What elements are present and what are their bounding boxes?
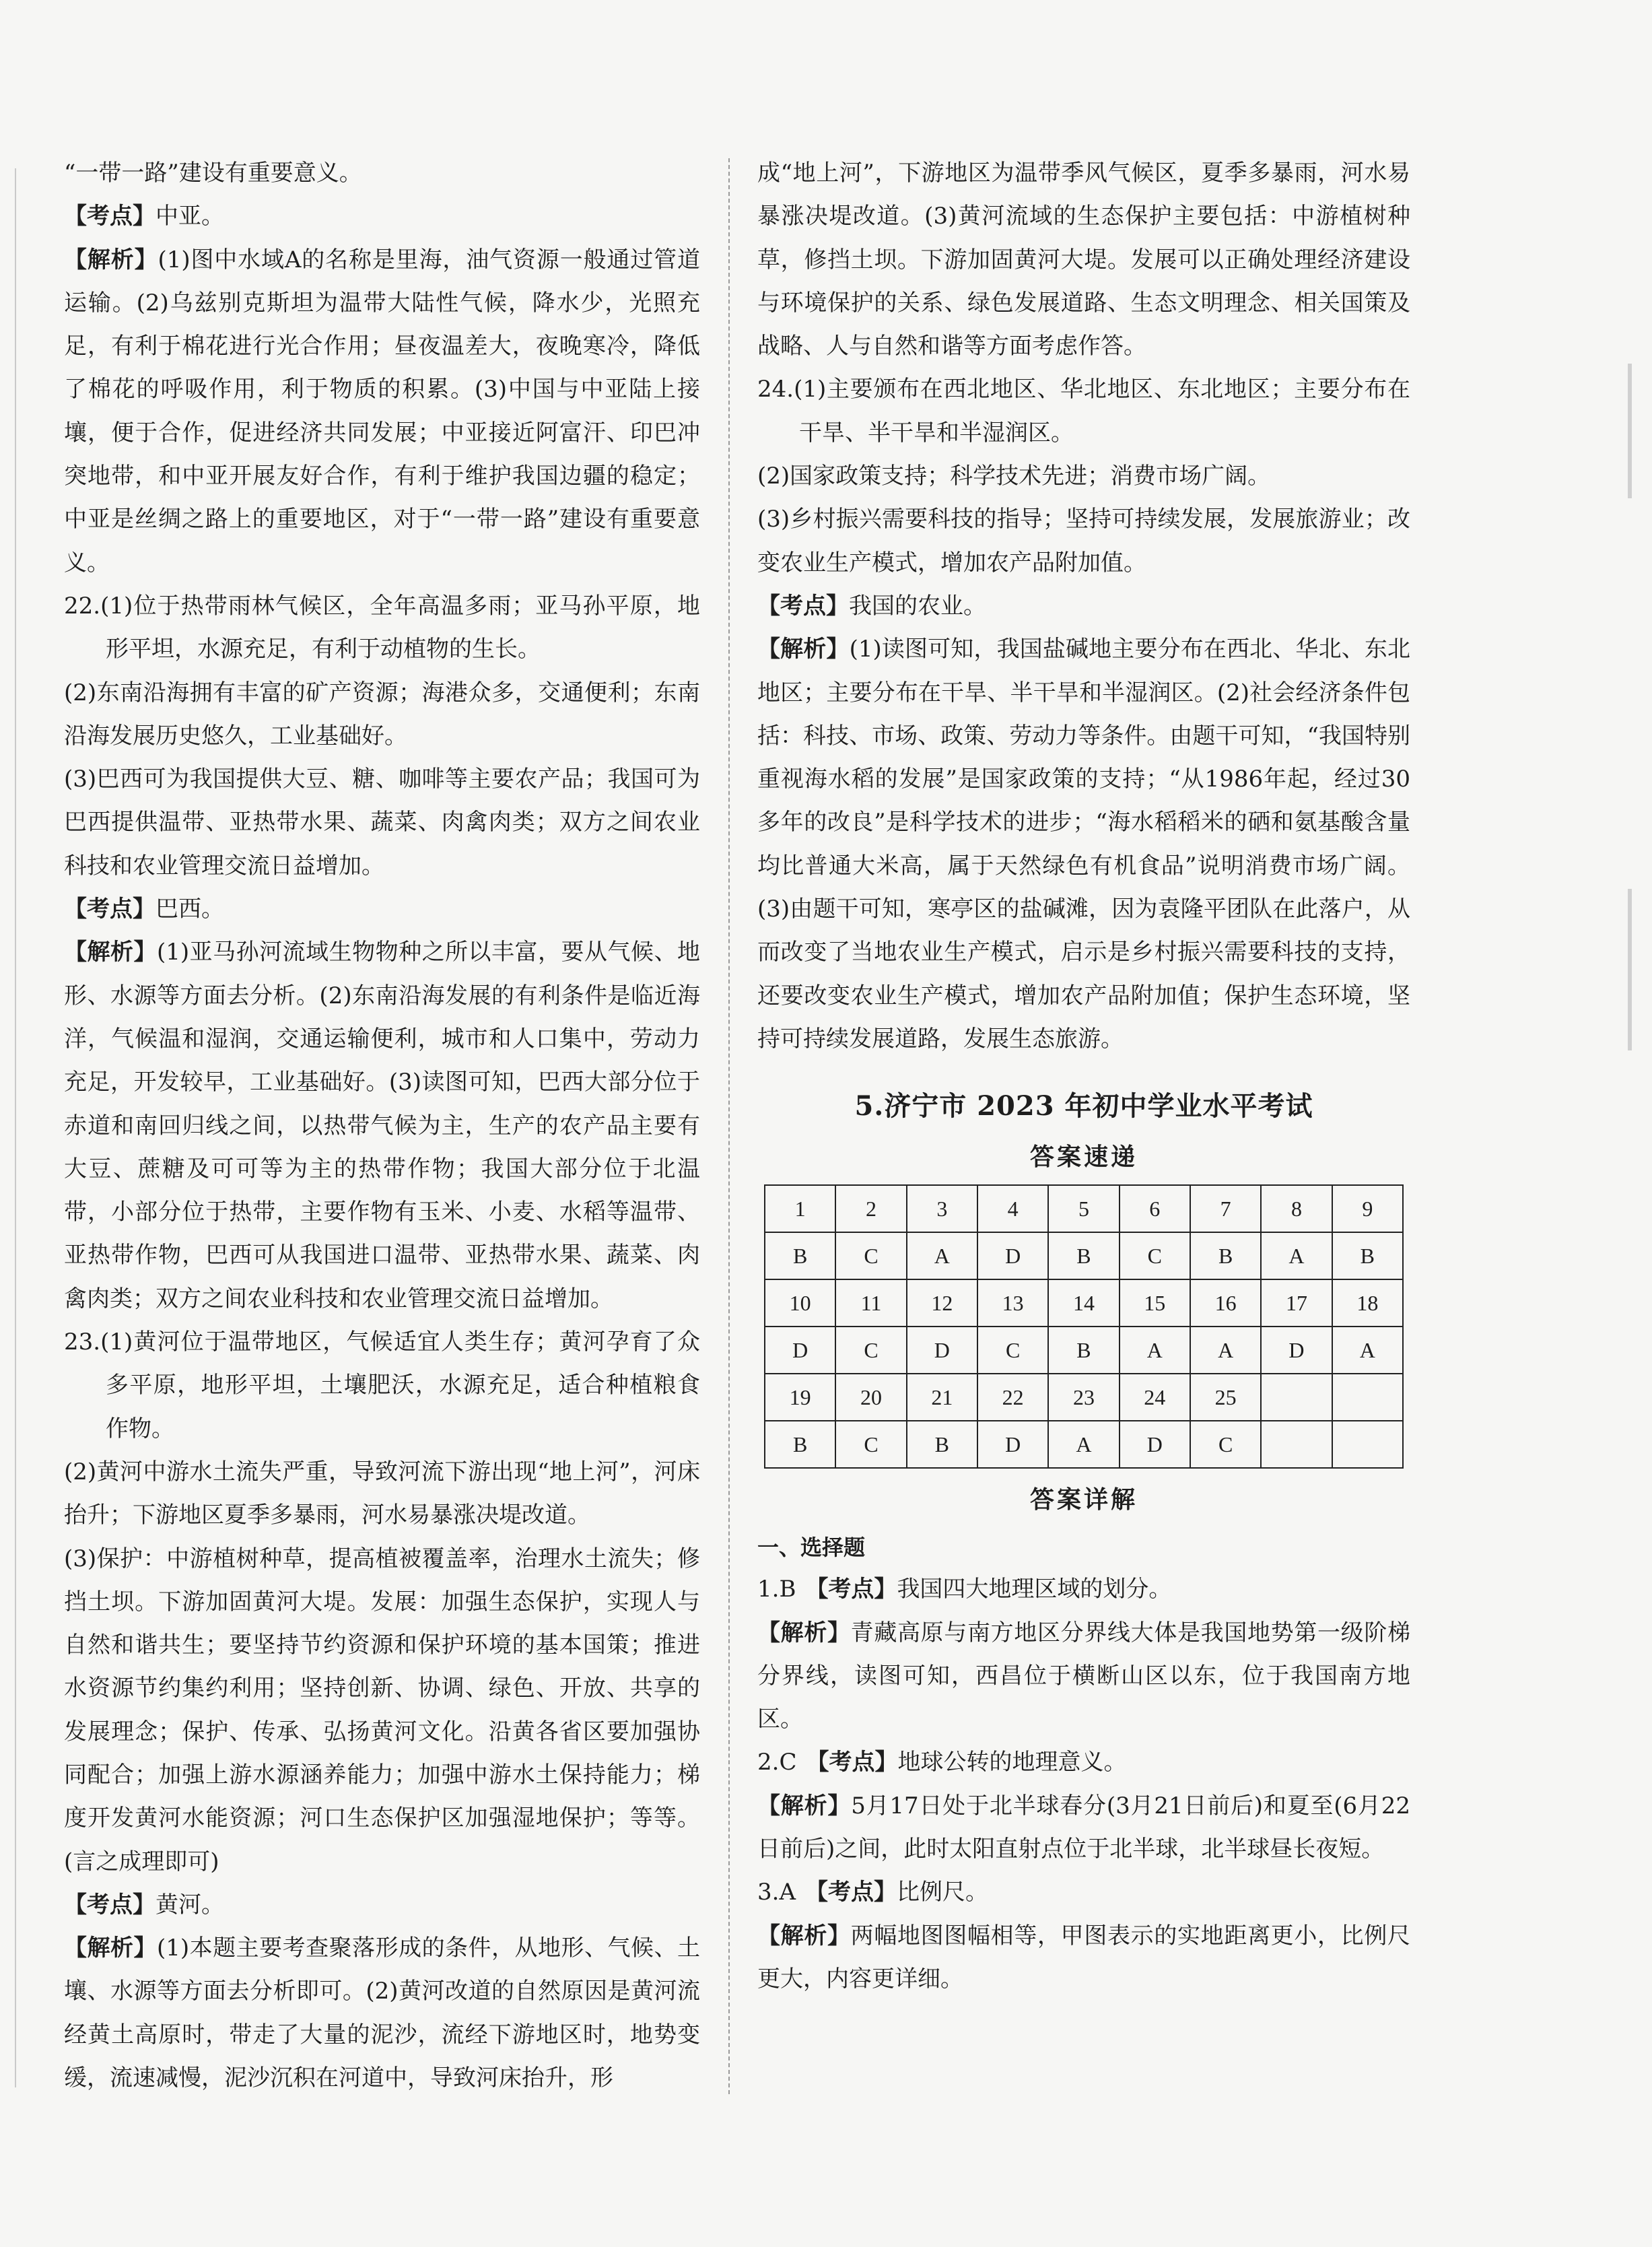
answer-paragraph <box>64 1320 700 1450</box>
question-answer-line <box>757 1741 1410 1784</box>
paragraph-text: (3)巴西可为我国提供大豆、糖、咖啡等主要农产品；我国可为巴西提供温带、亚热带水果、蔬菜、肉禽肉类；双方之间农业科技和农业管理交流日益增加。 <box>64 766 700 879</box>
scan-edge-mark <box>1628 364 1632 498</box>
question-number-cell: 12 <box>907 1279 977 1327</box>
question-number-cell: 19 <box>765 1374 835 1421</box>
label-tag: 【解析】 <box>757 636 850 663</box>
scan-edge-mark <box>1628 889 1632 1050</box>
label-tag: 【考点】 <box>805 1576 897 1603</box>
answer-cell: B <box>1048 1232 1119 1279</box>
question-number-cell <box>1332 1374 1403 1421</box>
answer-cell: C <box>835 1327 906 1374</box>
label-tag: 【解析】 <box>757 1619 851 1646</box>
question-number-cell: 18 <box>1332 1279 1403 1327</box>
paragraph-text: 我国的农业。 <box>849 592 986 619</box>
paragraph-text: “一带一路”建设有重要意义。 <box>64 160 362 187</box>
continued-paragraph <box>64 152 700 195</box>
answer-cell: B <box>765 1232 835 1279</box>
question-number-cell: 15 <box>1120 1279 1190 1327</box>
paragraph-text: (1)本题主要考查聚落形成的条件，从地形、气候、土壤、水源等方面去分析即可。(2)黄河改道的自然原因是黄河流经黄土高原时，带走了大量的泥沙，流经下游地区时，地势变缓，流速减慢，泥沙沉积在河道中，导致河床抬升，形 <box>64 1935 700 2092</box>
left-column <box>64 152 700 2100</box>
answer-cell: D <box>765 1327 835 1374</box>
question-answer-line <box>757 1871 1410 1914</box>
question-number: 2.C <box>757 1749 797 1776</box>
answer-cell: C <box>1120 1232 1190 1279</box>
question-number-cell: 21 <box>907 1374 977 1421</box>
answer-cell: B <box>1048 1327 1119 1374</box>
question-number-row <box>765 1374 1403 1421</box>
analysis-paragraph <box>64 931 700 1320</box>
question-number-cell: 7 <box>1190 1185 1261 1232</box>
answer-cell: D <box>907 1327 977 1374</box>
question-number-row <box>765 1279 1403 1327</box>
answer-cell: B <box>1332 1232 1403 1279</box>
answer-paragraph <box>64 584 700 671</box>
paragraph-text: 巴西。 <box>156 896 224 923</box>
paragraph-text: 24.(1)主要颁布在西北地区、华北地区、东北地区；主要分布在干旱、半干旱和半湿润区。 <box>757 376 1410 446</box>
question-number: 3.A <box>757 1879 796 1906</box>
answer-cell: A <box>1120 1327 1190 1374</box>
question-number-cell: 23 <box>1048 1374 1119 1421</box>
paragraph-text: (2)国家政策支持；科学技术先进；消费市场广阔。 <box>757 463 1271 490</box>
answer-cell: C <box>835 1232 906 1279</box>
label-tag: 【解析】 <box>64 246 158 273</box>
answer-cell <box>1261 1421 1332 1468</box>
question-number-cell: 5 <box>1048 1185 1119 1232</box>
continued-paragraph <box>64 671 700 758</box>
question-number-cell: 24 <box>1120 1374 1190 1421</box>
paragraph-text: (3)乡村振兴需要科技的指导；坚持可持续发展，发展旅游业；改变农业生产模式，增加农产品附加值。 <box>757 506 1410 576</box>
answer-paragraph <box>757 368 1410 455</box>
paragraph-text: 比例尺。 <box>897 1879 988 1906</box>
answer-detail-title: 答案详解 <box>1029 1486 1138 1514</box>
paragraph-text: 中亚。 <box>156 203 224 230</box>
paragraph-text: 地球公转的地理意义。 <box>897 1749 1127 1776</box>
paragraph-text: 两幅地图图幅相等，甲图表示的实地距离更小，比例尺更大，内容更详细。 <box>757 1922 1411 1992</box>
paragraph-text: 我国四大地理区域的划分。 <box>897 1576 1172 1603</box>
question-number-cell: 20 <box>835 1374 906 1421</box>
label-tag: 【考点】 <box>805 1879 897 1906</box>
answer-cell: C <box>977 1327 1048 1374</box>
analysis-paragraph <box>64 1926 700 2100</box>
continued-paragraph <box>64 1450 700 1537</box>
answer-cell: A <box>1048 1421 1119 1468</box>
question-number: 1.B <box>757 1576 796 1603</box>
answer-cell: A <box>1261 1232 1332 1279</box>
continued-paragraph <box>64 758 700 887</box>
question-number-cell: 13 <box>977 1279 1048 1327</box>
answer-cell: C <box>1190 1421 1261 1468</box>
key-point-line <box>64 1883 700 1926</box>
paragraph-text: (2)东南沿海拥有丰富的矿产资源；海港众多，交通便利；东南沿海发展历史悠久，工业基础好。 <box>64 679 700 749</box>
label-tag: 【考点】 <box>64 896 156 923</box>
question-number-cell: 6 <box>1120 1185 1190 1232</box>
analysis-paragraph <box>64 238 700 584</box>
label-tag: 【解析】 <box>64 1935 157 1962</box>
question-number-cell: 9 <box>1332 1185 1403 1232</box>
question-number-cell <box>1261 1374 1332 1421</box>
paragraph-text: (3)保护：中游植树种草，提高植被覆盖率，治理水土流失；修挡土坝。下游加固黄河大堤。发展：加强生态保护，实现人与自然和谐共生；要坚持节约资源和保护环境的基本国策；推进水资源节约集约利用；坚持创新、协调、绿色、开放、共享的发展理念；保护、传承、弘扬黄河文化。沿黄各省区要加强协同配合；加强上游水源涵养能力；加强中游水土保持能力；梯度开发黄河水能资源；河口生态保护区加强湿地保护；等等。(言之成理即可) <box>64 1545 700 1875</box>
analysis-paragraph <box>757 1784 1410 1871</box>
key-point-line <box>64 887 700 931</box>
answer-letter-row <box>765 1327 1403 1374</box>
answer-cell <box>1332 1421 1403 1468</box>
question-number-row <box>765 1185 1403 1232</box>
label-tag: 【考点】 <box>64 1891 156 1918</box>
continued-paragraph <box>757 498 1410 584</box>
label-tag: 【考点】 <box>806 1749 898 1776</box>
question-number-cell: 17 <box>1261 1279 1332 1327</box>
continued-paragraph <box>757 152 1410 368</box>
paragraph-text: (2)黄河中游水土流失严重，导致河流下游出现“地上河”，河床抬升；下游地区夏季多暴雨，河水易暴涨决堤改道。 <box>64 1458 700 1529</box>
section-title: 一、选择题 <box>757 1535 866 1561</box>
question-answer-line <box>757 1568 1410 1611</box>
right-column <box>757 152 1410 2001</box>
key-point-line <box>64 195 700 238</box>
right-column-bottom <box>757 1568 1410 2001</box>
paragraph-text: (1)图中水域A的名称是里海，油气资源一般通过管道运输。(2)乌兹别克斯坦为温带大陆性气候，降水少，光照充足，有利于棉花进行光合作用；昼夜温差大，夜晚寒冷，降低了棉花的呼吸作用，利于物质的积累。(3)中国与中亚陆上接壤，便于合作，促进经济共同发展；中亚接近阿富汗、印巴冲突地带，和中亚开展友好合作，有利于维护我国边疆的稳定；中亚是丝绸之路上的重要地区，对于“一带一路”建设有重要意义。 <box>64 246 701 576</box>
paragraph-text: 成“地上河”，下游地区为温带季风气候区，夏季多暴雨，河水易暴涨决堤改道。(3)黄河流域的生态保护主要包括：中游植树种草，修挡土坝。下游加固黄河大堤。发展可以正确处理经济建设与环境保护的关系、绿色发展道路、生态文明理念、相关国策及战略、人与自然和谐等方面考虑作答。 <box>757 160 1410 360</box>
paragraph-text: (1)读图可知，我国盐碱地主要分布在西北、华北、东北地区；主要分布在干旱、半干旱和半湿润区。(2)社会经济条件包括：科技、市场、政策、劳动力等条件。由题干可知，“我国特别重视海水稻的发展”是国家政策的支持；“从1986年起，经过30多年的改良”是科学技术的进步；“海水稻稻米的硒和氨基酸含量均比普通大米高，属于天然绿色有机食品”说明消费市场广阔。(3)由题干可知，寒亭区的盐碱滩，因为袁隆平团队在此落户，从而改变了当地农业生产模式，启示是乡村振兴需要科技的支持，还要改变农业生产模式，增加农产品附加值；保护生态环境，坚持可持续发展道路，发展生态旅游。 <box>757 636 1410 1052</box>
paragraph-text: (1)亚马孙河流域生物物种之所以丰富，要从气候、地形、水源等方面去分析。(2)东南沿海发展的有利条件是临近海洋，气候温和湿润，交通运输便利，城市和人口集中，劳动力充足，开发较早，工业基础好。(3)读图可知，巴西大部分位于赤道和南回归线之间，以热带气候为主，生产的农产品主要有大豆、蔗糖及可可等为主的热带作物；我国大部分位于北温带，小部分位于热带，主要作物有玉米、小麦、水稻等温带、亚热带作物，巴西可从我国进口温带、亚热带水果、蔬菜、肉禽肉类；双方之间农业科技和农业管理交流日益增加。 <box>64 939 700 1312</box>
answer-cell: C <box>835 1421 906 1468</box>
paragraph-text: 5月17日处于北半球春分(3月21日前后)和夏至(6月22日前后)之间，此时太阳直射点位于北半球，北半球昼长夜短。 <box>757 1792 1410 1863</box>
question-number-cell: 8 <box>1261 1185 1332 1232</box>
answer-letter-row <box>765 1232 1403 1279</box>
continued-paragraph <box>64 1537 700 1883</box>
question-number-cell: 14 <box>1048 1279 1119 1327</box>
question-number-cell: 22 <box>977 1374 1048 1421</box>
column-divider <box>728 158 730 2094</box>
paragraph-text: 黄河。 <box>156 1891 224 1918</box>
analysis-paragraph <box>757 1611 1410 1741</box>
answer-letter-row <box>765 1421 1403 1468</box>
answer-cell: A <box>907 1232 977 1279</box>
answer-cell: D <box>1120 1421 1190 1468</box>
continued-paragraph <box>757 455 1410 498</box>
paragraph-text: 青藏高原与南方地区分界线大体是我国地势第一级阶梯分界线，读图可知，西昌位于横断山区以东，位于我国南方地区。 <box>757 1619 1411 1733</box>
right-column-top <box>757 152 1410 1061</box>
question-number-cell: 3 <box>907 1185 977 1232</box>
paragraph-text: 23.(1)黄河位于温带地区，气候适宜人类生存；黄河孕育了众多平原，地形平坦，土壤肥沃，水源充足，适合种植粮食作物。 <box>64 1329 700 1442</box>
label-tag: 【解析】 <box>757 1792 852 1819</box>
answer-table <box>764 1184 1404 1469</box>
analysis-paragraph <box>757 628 1410 1061</box>
label-tag: 【考点】 <box>757 592 849 619</box>
answer-cell: D <box>977 1232 1048 1279</box>
answer-cell: A <box>1190 1327 1261 1374</box>
answer-cell: B <box>765 1421 835 1468</box>
exam-title: 5.济宁市 2023 年初中学业水平考试 <box>854 1090 1313 1122</box>
key-point-line <box>757 584 1410 628</box>
left-margin-rule <box>15 168 16 2087</box>
answer-cell: B <box>1190 1232 1261 1279</box>
answer-cell: D <box>1261 1327 1332 1374</box>
question-number-cell: 4 <box>977 1185 1048 1232</box>
question-number-cell: 16 <box>1190 1279 1261 1327</box>
question-number-cell: 2 <box>835 1185 906 1232</box>
question-number-cell: 25 <box>1190 1374 1261 1421</box>
analysis-paragraph <box>757 1914 1410 2001</box>
answer-quick-title: 答案速递 <box>1029 1143 1138 1172</box>
answer-cell: B <box>907 1421 977 1468</box>
label-tag: 【考点】 <box>64 203 156 230</box>
label-tag: 【解析】 <box>757 1922 851 1949</box>
paragraph-text: 22.(1)位于热带雨林气候区，全年高温多雨；亚马孙平原，地形平坦，水源充足，有利于动植物的生长。 <box>64 592 700 663</box>
question-number-cell: 1 <box>765 1185 835 1232</box>
label-tag: 【解析】 <box>64 939 157 966</box>
question-number-cell: 10 <box>765 1279 835 1327</box>
answer-cell: A <box>1332 1327 1403 1374</box>
answer-cell: D <box>977 1421 1048 1468</box>
question-number-cell: 11 <box>835 1279 906 1327</box>
